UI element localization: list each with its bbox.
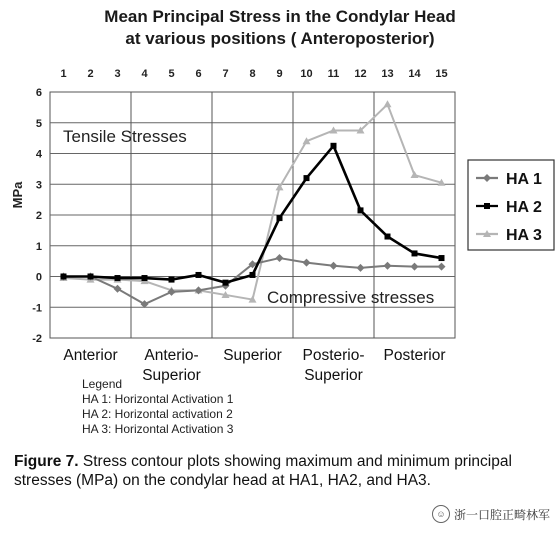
region-label: Posterior xyxy=(383,347,446,364)
y-tick-label: 1 xyxy=(35,240,42,253)
region-label: Posterio- xyxy=(302,347,365,364)
x-tick-label: 7 xyxy=(222,68,229,80)
data-point-ha1 xyxy=(114,285,122,293)
legend-line-ha3: HA 3: Horizontal Activation 3 xyxy=(82,422,234,436)
x-tick-label: 13 xyxy=(381,68,394,80)
chart-title-line-2: at various positions ( Anteroposterior) xyxy=(125,29,435,48)
y-tick-label: -1 xyxy=(32,302,42,315)
data-point-ha1 xyxy=(384,262,392,270)
x-tick-label: 5 xyxy=(168,68,175,80)
data-point-ha2 xyxy=(385,234,391,240)
watermark-text: 浙一口腔正畸林军 xyxy=(453,507,550,522)
data-point-ha1 xyxy=(438,263,446,271)
x-tick-label: 4 xyxy=(141,68,148,80)
x-tick-label: 15 xyxy=(435,68,448,80)
y-tick-label: -2 xyxy=(32,333,42,345)
region-label: Anterior xyxy=(63,347,118,364)
x-tick-label: 2 xyxy=(87,68,94,80)
data-point-ha1 xyxy=(330,262,338,270)
y-tick-label: 3 xyxy=(35,179,42,192)
annotation-compressive: Compressive stresses xyxy=(267,288,435,307)
region-label: Superior xyxy=(142,367,201,384)
data-point-ha2 xyxy=(277,215,283,221)
data-point-ha2 xyxy=(412,250,418,256)
x-tick-label: 3 xyxy=(114,68,121,80)
data-point-ha3 xyxy=(384,100,392,107)
data-point-ha2 xyxy=(115,275,121,281)
wechat-icon: ☺ xyxy=(432,505,450,523)
figure-caption-text: Stress contour plots showing maximum and minimum principal stresses (MPa) on the condylar head at HA1, HA2, and HA3. xyxy=(14,453,512,489)
data-point-ha2 xyxy=(439,255,445,261)
data-point-ha2 xyxy=(250,272,256,278)
data-point-ha1 xyxy=(303,259,311,267)
annotation-tensile: Tensile Stresses xyxy=(63,127,187,146)
data-point-ha1 xyxy=(411,263,419,271)
data-point-ha2 xyxy=(61,274,67,280)
data-point-ha2 xyxy=(169,277,175,283)
y-tick-label: 2 xyxy=(35,210,42,222)
legend-entry: HA 3 xyxy=(506,227,542,244)
y-tick-label: 5 xyxy=(35,117,42,130)
data-point-ha2 xyxy=(358,207,364,213)
data-point-ha1 xyxy=(276,254,284,262)
legend-title: Legend xyxy=(82,377,123,391)
region-label: Superior xyxy=(304,367,363,384)
figure-label: Figure 7. xyxy=(14,453,79,470)
y-tick-label: 4 xyxy=(35,148,42,161)
watermark xyxy=(432,505,550,523)
region-label: Anterio- xyxy=(144,347,199,364)
data-point-ha2 xyxy=(88,274,94,280)
data-point-ha2 xyxy=(223,280,229,286)
x-tick-label: 14 xyxy=(408,68,421,80)
figure-caption xyxy=(14,452,554,490)
y-axis-label: MPa xyxy=(10,181,25,209)
data-point-ha2 xyxy=(142,275,148,281)
legend-line-ha1: HA 1: Horizontal Activation 1 xyxy=(82,392,234,406)
x-tick-label: 9 xyxy=(276,68,283,80)
region-label: Superior xyxy=(223,347,282,364)
legend-line-ha2: HA 2: Horizontal activation 2 xyxy=(82,407,233,421)
data-point-ha2 xyxy=(331,143,337,149)
x-tick-label: 6 xyxy=(195,68,202,80)
data-point-ha2 xyxy=(304,175,310,181)
legend-entry: HA 1 xyxy=(506,171,542,188)
y-tick-label: 6 xyxy=(35,87,42,99)
legend-entry: HA 2 xyxy=(506,199,542,216)
x-tick-label: 1 xyxy=(60,68,67,80)
data-point-ha3 xyxy=(411,171,419,178)
data-point-ha1 xyxy=(357,264,365,272)
x-tick-label: 10 xyxy=(300,68,313,80)
y-tick-label: 0 xyxy=(35,271,42,284)
legend-swatch-marker xyxy=(484,203,490,209)
x-tick-label: 11 xyxy=(327,68,340,80)
data-point-ha2 xyxy=(196,272,202,278)
chart-title-line-1: Mean Principal Stress in the Condylar Head xyxy=(104,7,456,26)
x-tick-label: 8 xyxy=(249,68,256,80)
x-tick-label: 12 xyxy=(354,68,367,80)
